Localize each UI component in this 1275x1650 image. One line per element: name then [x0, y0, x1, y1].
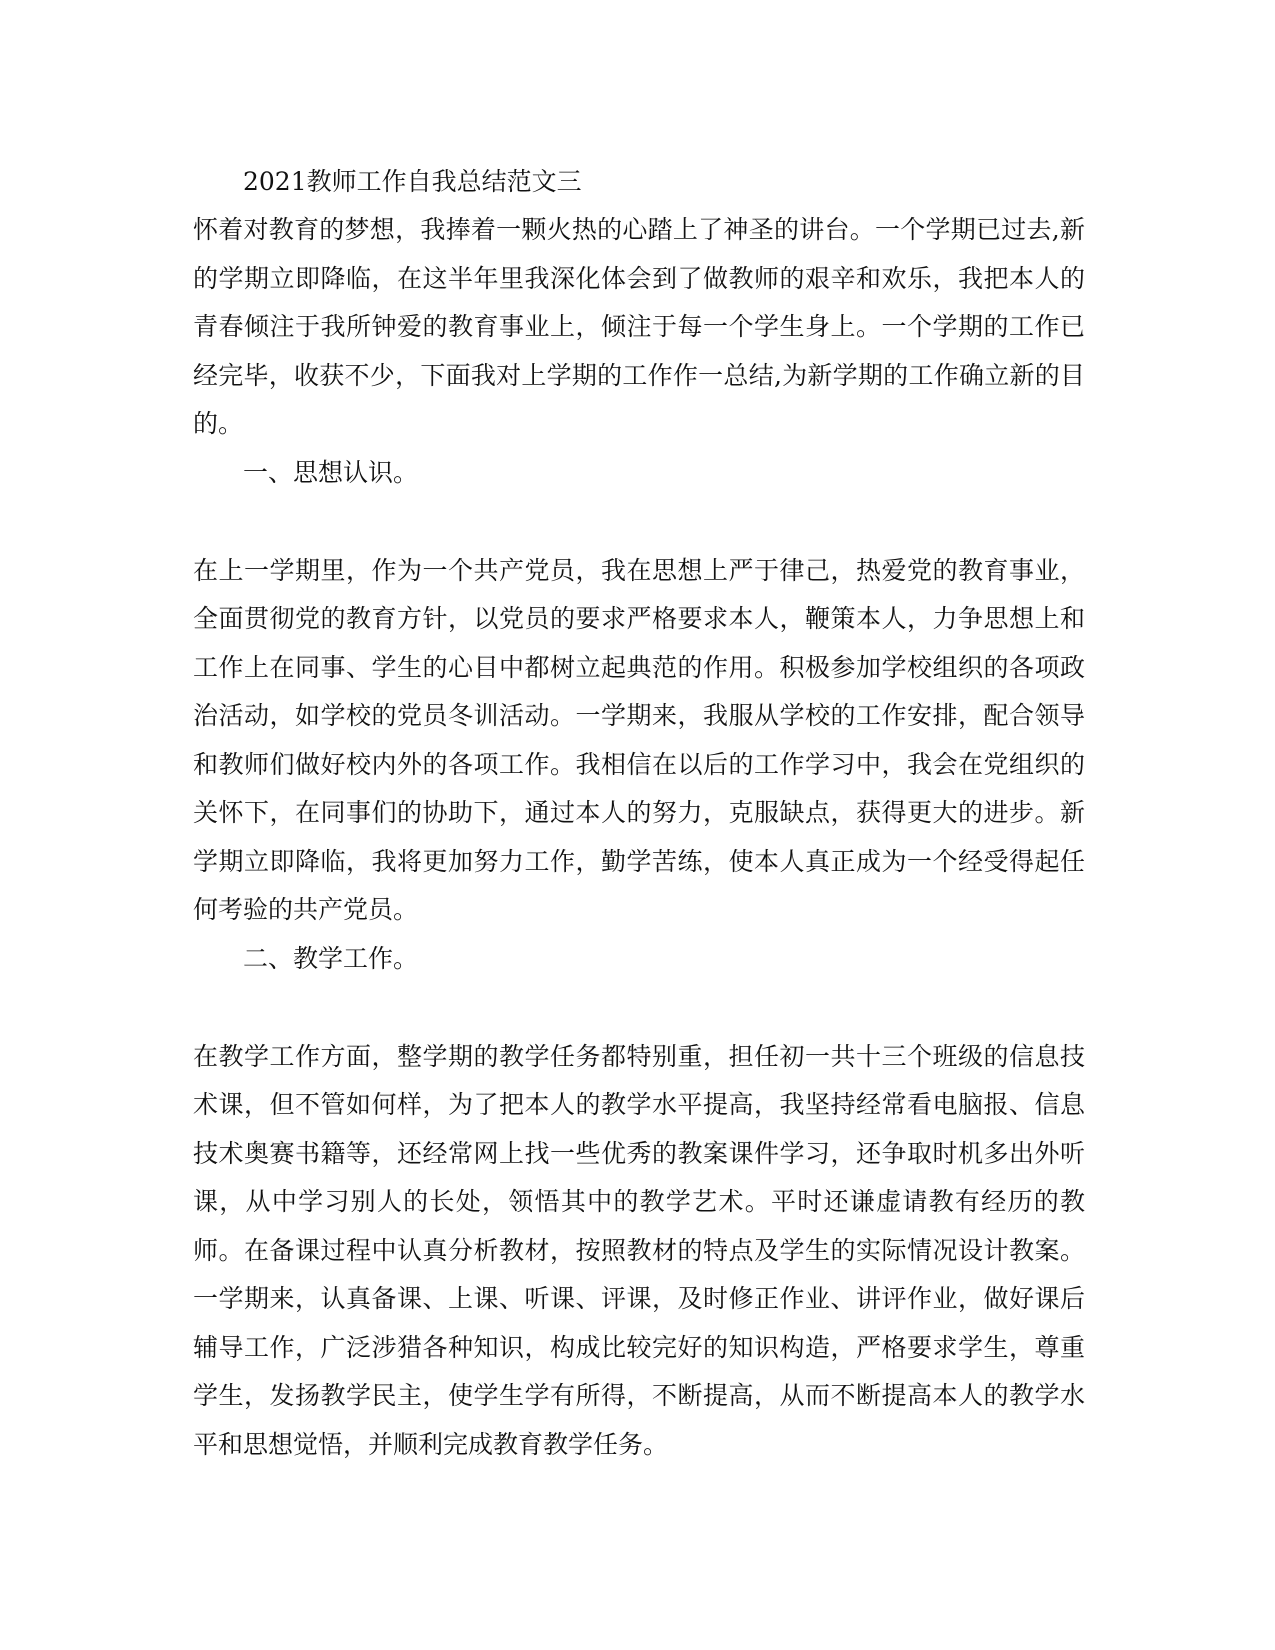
section-body-teaching: 在教学工作方面，整学期的教学任务都特别重，担任初一共十三个班级的信息技术课，但不管如何样，为了把本人的教学水平提高，我坚持经常看电脑报、信息技术奥赛书籍等，还经常网上找一些优秀的教案课件学习，还争取时机多出外听课，从中学习别人的长处，领悟其中的教学艺术。平时还谦虚请教有经历的教师。在备课过程中认真分析教材，按照教材的特点及学生的实际情况设计教案。一学期来，认真备课、上课、听课、评课，及时修正作业、讲评作业，做好课后辅导工作，广泛涉猎各种知识，构成比较完好的知识构造，严格要求学生，尊重学生，发扬教学民主，使学生学有所得，不断提高，从而不断提高本人的教学水平和思想觉悟，并顺利完成教育教学任务。 [193, 1041, 1085, 1459]
section-heading-teaching: 二、教学工作。 [243, 943, 419, 973]
section-spacer [193, 983, 1085, 1033]
document-content [193, 158, 1085, 1469]
section-spacer [193, 497, 1085, 547]
section-body-thought: 在上一学期里，作为一个共产党员，我在思想上严于律己，热爱党的教育事业，全面贯彻党的教育方针，以党员的要求严格要求本人，鞭策本人，力争思想上和工作上在同事、学生的心目中都树立起典范的作用。积极参加学校组织的各项政治活动，如学校的党员冬训活动。一学期来，我服从学校的工作安排，配合领导和教师们做好校内外的各项工作。我相信在以后的工作学习中，我会在党组织的关怀下，在同事们的协助下，通过本人的努力，克服缺点，获得更大的进步。新学期立即降临，我将更加努力工作，勤学苦练，使本人真正成为一个经受得起任何考验的共产党员。 [193, 555, 1085, 924]
document-title: 2021教师工作自我总结范文三 [243, 167, 582, 196]
intro-paragraph: 怀着对教育的梦想，我捧着一颗火热的心踏上了神圣的讲台。一个学期已过去,新的学期立即降临，在这半年里我深化体会到了做教师的艰辛和欢乐，我把本人的青春倾注于我所钟爱的教育事业上，倾注于每一个学生身上。一个学期的工作已经完毕，收获不少，下面我对上学期的工作作一总结,为新学期的工作确立新的目的。 [193, 215, 1085, 438]
section-heading-thought: 一、思想认识。 [243, 457, 419, 487]
